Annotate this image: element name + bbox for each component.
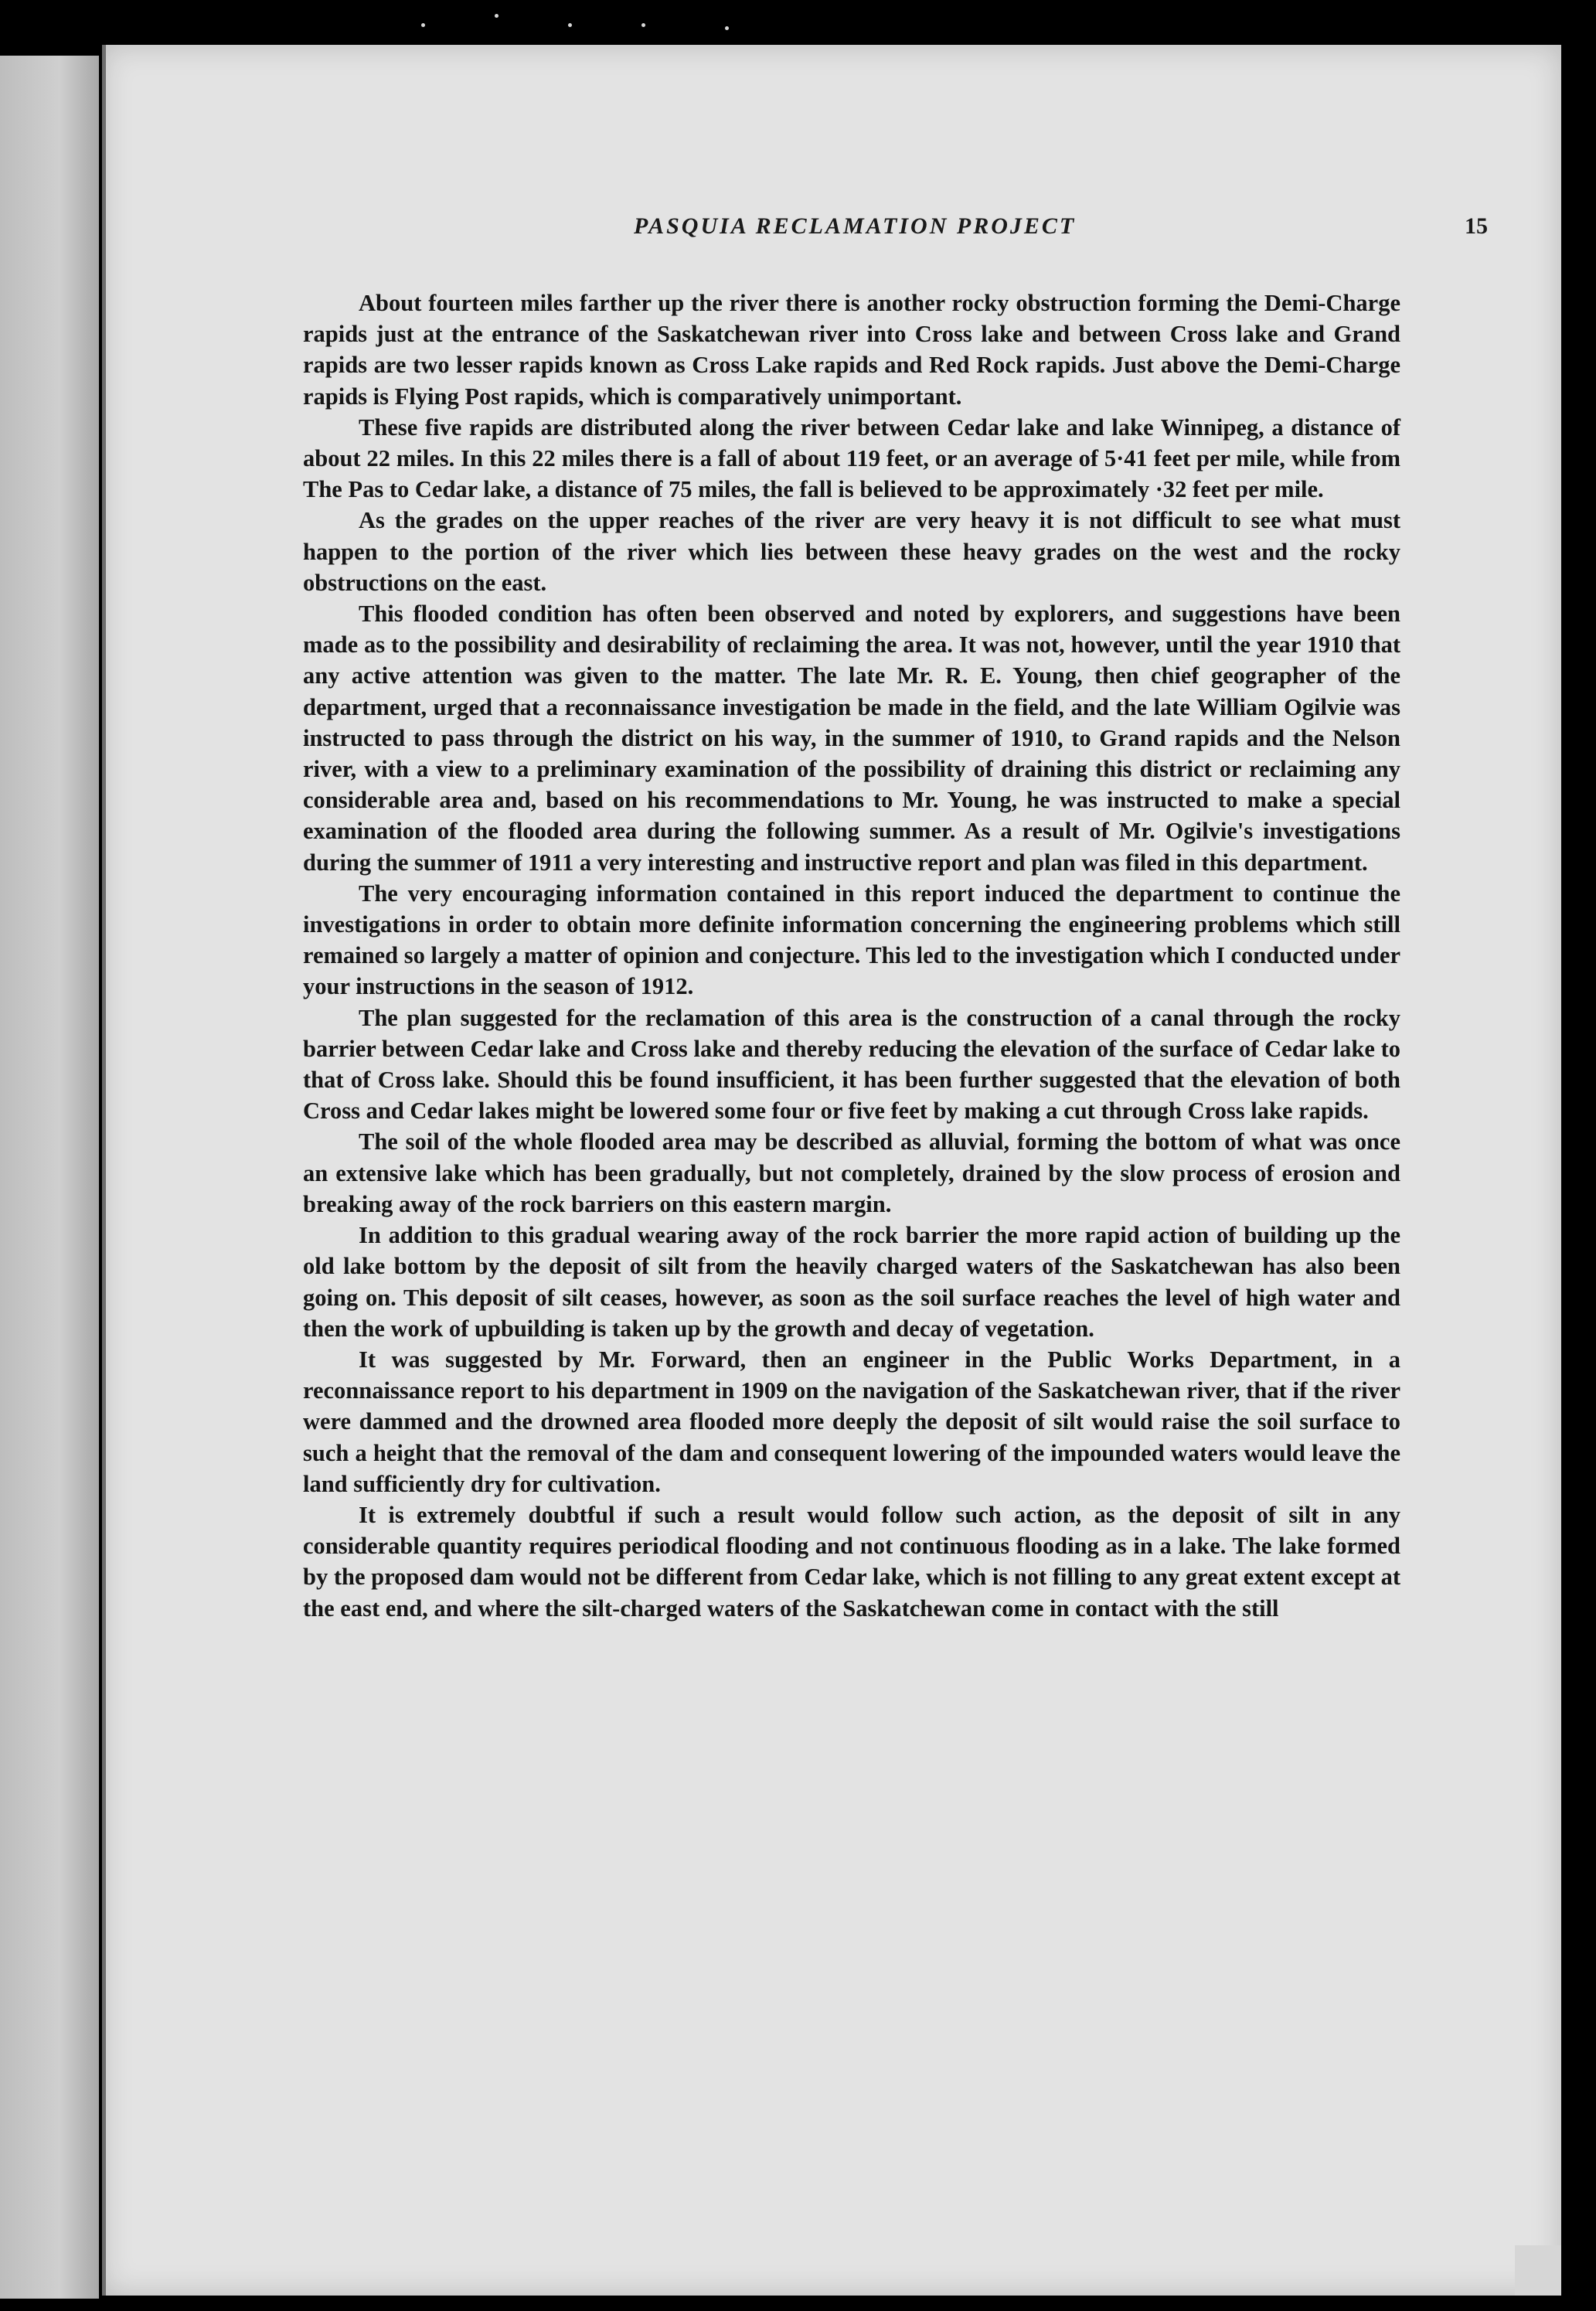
paragraph: These five rapids are distributed along the river between Cedar lake and lake Winnipeg, a distance of about 22 miles. In this 22 miles there is a fall of about 119 feet, or an average of 5·41 feet per mile, while from The Pas to Cedar lake, a distance of 75 miles, the fall is believed to be approximately ·32 feet per mile. bbox=[303, 414, 1400, 503]
paragraph: The very encouraging information contained in this report induced the department to continue the investigations in order to obtain more definite information concerning the engineering problems which still remained so largely a matter of opinion and conjecture. This led to the investigation which I conducted under your instructions in the season of 1912. bbox=[303, 880, 1400, 1000]
paragraph: This flooded condition has often been observed and noted by explorers, and suggestions have been made as to the possibility and desirability of reclaiming the area. It was not, however, until the year 1910 that any active attention was given to the matter. The late Mr. R. E. Young, then chief geographer of the department, urged that a reconnaissance investigation be made in the field, and the late William Ogilvie was instructed to pass through the district on his way, in the summer of 1910, to Grand rapids and the Nelson river, with a view to a preliminary examination of the possibility of draining this district or reclaiming any considerable area and, based on his recommendations to Mr. Young, he was instructed to make a special examination of the flooded area during the following summer. As a result of Mr. Ogilvie's investigations during the summer of 1911 a very interesting and instructive report and plan was filed in this department. bbox=[303, 601, 1400, 876]
paragraph: The plan suggested for the reclamation of this area is the construction of a canal through the rocky barrier between Cedar lake and Cross lake and thereby reducing the elevation of the surface of Cedar lake to that of Cross lake. Should this be found insufficient, it has been further suggested that the elevation of both Cross and Cedar lakes might be lowered some four or five feet by making a cut through Cross lake rapids. bbox=[303, 1004, 1400, 1125]
paragraph: In addition to this gradual wearing away of the rock barrier the more rapid action of building up the old lake bottom by the deposit of silt from the heavily charged waters of the Saskatchewan has also been going on. This deposit of silt ceases, however, as soon as the soil surface reaches the level of high water and then the work of upbuilding is taken up by the growth and decay of vegetation. bbox=[303, 1222, 1400, 1342]
paragraph: About fourteen miles farther up the river there is another rocky obstruction forming the Demi-Charge rapids just at the entrance of the Saskatchewan river into Cross lake and between Cross lake and Grand rapids are two lesser rapids known as Cross Lake rapids and Red Rock rapids. Just above the Demi-Charge rapids is Flying Post rapids, which is comparatively unimportant. bbox=[303, 290, 1400, 410]
adjacent-page-edge bbox=[0, 56, 99, 2299]
paragraph: It is extremely doubtful if such a result would follow such action, as the deposit of silt in any considerable quantity requires periodical flooding and not continuous flooding as in a lake. The lake formed by the proposed dam would not be different from Cedar lake, which is not filling to any great extent except at the east end, and where the silt-charged waters of the Saskatchewan come in contact with the still bbox=[303, 1501, 1400, 1622]
body-text bbox=[303, 288, 1400, 1624]
paragraph: As the grades on the upper reaches of the river are very heavy it is not difficult to see what must happen to the portion of the river which lies between these heavy grades on the west and the rocky obstructions on the east. bbox=[303, 507, 1400, 596]
page-binding-shadow bbox=[102, 45, 106, 2296]
page-number: 15 bbox=[1465, 213, 1488, 239]
page-corner bbox=[1515, 2245, 1561, 2296]
page-header bbox=[301, 213, 1488, 244]
paragraph: It was suggested by Mr. Forward, then an engineer in the Public Works Department, in a reconnaissance report to his department in 1909 on the navigation of the Saskatchewan river, that if the river were dammed and the drowned area flooded more deeply the deposit of silt would raise the soil surface to such a height that the removal of the dam and consequent lowering of the impounded waters would leave the land sufficiently dry for cultivation. bbox=[303, 1346, 1400, 1497]
running-head: PASQUIA RECLAMATION PROJECT bbox=[634, 213, 1077, 239]
paragraph: The soil of the whole flooded area may be described as alluvial, forming the bottom of what was once an extensive lake which has been gradually, but not completely, drained by the slow process of erosion and breaking away of the rock barriers on this eastern margin. bbox=[303, 1128, 1400, 1217]
